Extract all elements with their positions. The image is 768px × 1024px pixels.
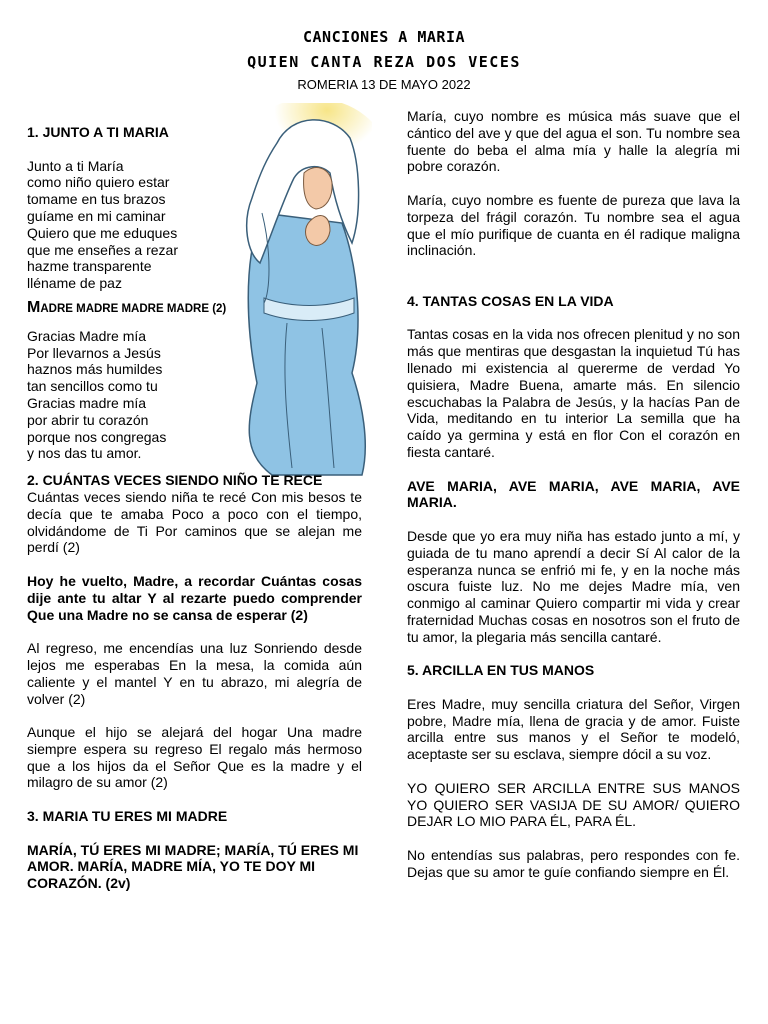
song-5-chorus: YO QUIERO SER ARCILLA ENTRE SUS MANOS YO QUIERO SER VASIJA DE SU AMOR/ QUIERO DEJAR LO MIO PARA ÉL, PARA ÉL. — [407, 779, 740, 830]
song-2-title: 2. CUÁNTAS VECES SIENDO NIÑO TE RECE — [27, 472, 323, 489]
song-3-title: 3. MARIA TU ERES MI MADRE — [27, 808, 228, 825]
verse-line: Por llevarnos a Jesús — [27, 344, 161, 361]
song-2-chorus: Hoy he vuelto, Madre, a recordar Cuántas cosas dije ante tu altar Y al rezarte puedo comprender Que una Madre no se cansa de esperar (2) — [27, 572, 362, 623]
verse-line: tomame en tus brazos — [27, 191, 166, 208]
verse-line: guíame en mi caminar — [27, 207, 166, 224]
verse-line: Junto a ti María — [27, 157, 124, 174]
verse-line: haznos más humildes — [27, 361, 163, 378]
right-column — [407, 108, 740, 881]
document-heading: CANCIONES A MARIA — [302, 28, 466, 46]
verse-line: que me enseñes a rezar — [27, 241, 178, 258]
verse-line: lléname de paz — [27, 275, 122, 292]
song-5-verse-2: No entendías sus palabras, pero respondes con fe. Dejas que su amor te guíe confiando siempre en Él. — [407, 847, 740, 880]
document-title: QUIEN CANTA REZA DOS VECES — [247, 53, 521, 71]
song-4-verse-2: Desde que yo era muy niña has estado junto a mí, y guiada de tu mano aprendí a decir Sí Al calor de la esperanza nunca se enfrió mi fe, y en la noche más oscura fuiste luz. No me dejes Madre mía, ven conmigo al caminar Quiero compartir mi vida y crear fraternidad Muchas cosas en nosotros son el fruto de tu amor, la plegaria más sencilla cantaré. — [407, 527, 740, 645]
song-5-title: 5. ARCILLA EN TUS MANOS — [407, 662, 595, 679]
song-3-verse-1: María, cuyo nombre es música más suave que el cántico del ave y que del agua el son. Tu nombre sea fuente do beba el alma mía y halle la alegría mi pobre corazón. — [407, 108, 740, 175]
verse-line: hazme transparente — [27, 258, 152, 275]
verse-line: tan sencillos como tu — [27, 378, 158, 395]
song-5-verse-1: Eres Madre, muy sencilla criatura del Señor, Virgen pobre, Madre mía, llena de gracia y de amor. Fuiste arcilla entre sus manos y el Señor te modeló, aceptaste ser su esclava, siempre dócil a su voz. — [407, 695, 740, 763]
left-column — [27, 124, 362, 892]
verse-line: por abrir tu corazón — [27, 411, 149, 428]
song-4-verse-1: Tantas cosas en la vida nos ofrecen plenitud y no son más que mentiras que desgastan la inquietud Tú has llenado mi existencia al quererme de verdad Yo quisiera, Madre Buena, amarte más. En silencio escuchabas la Palabra de Jesús, y la hacías Pan de Vida, meditando en tu interior La semilla que ha caído ya germina y está en flor Con el corazón en fiesta cantaré. — [407, 326, 740, 460]
verse-line: Gracias madre mía — [27, 394, 147, 411]
song-2-verse-2: Al regreso, me encendías una luz Sonriendo desde lejos me esperabas En la mesa, la comida aún caliente y el mantel Y en tu abrazo, mi alegría de volver (2) — [27, 640, 362, 707]
song-1-verse — [27, 158, 362, 292]
song-2-verse-1: Cuántas veces siendo niña te recé Con mis besos te decía que te amaba Poco a poco con el tiempo, olvidándome de Ti Por caminos que se alejan me perdí (2) — [27, 488, 362, 556]
verse-line: porque nos congregas — [27, 428, 167, 445]
verse-line: como niño quiero estar — [27, 174, 170, 191]
song-4-title: 4. TANTAS COSAS EN LA VIDA — [407, 292, 614, 309]
verse-line: Quiero que me eduques — [27, 224, 178, 241]
document-subtitle: ROMERIA 13 DE MAYO 2022 — [297, 77, 471, 92]
song-3-verse-2: María, cuyo nombre es fuente de pureza que lava la torpeza del frágil corazón. Tu nombre sea el agua que el mío purifique de cuanta en él radique maligna inclinación. — [407, 191, 740, 259]
song-1-verse-2 — [27, 328, 362, 462]
verse-line: Gracias Madre mía — [27, 327, 147, 344]
song-3-chorus: MARÍA, TÚ ERES MI MADRE; MARÍA, TÚ ERES MI AMOR. MARÍA, MADRE MÍA, YO TE DOY MI CORAZÓN. (2v) — [27, 841, 359, 892]
song-1-chorus: MADRE MADRE MADRE MADRE (2) — [27, 298, 227, 316]
song-4-chorus: AVE MARIA, AVE MARIA, AVE MARIA, AVE MARIA. — [407, 477, 740, 511]
song-1-title: 1. JUNTO A TI MARIA — [27, 124, 169, 140]
verse-line: y nos das tu amor. — [27, 445, 142, 462]
song-2-verse-3: Aunque el hijo se alejará del hogar Una madre siempre espera su regreso El regalo más hermoso que a los hijos da el Señor Que es la madre y el milagro de su amor (2) — [27, 724, 362, 791]
